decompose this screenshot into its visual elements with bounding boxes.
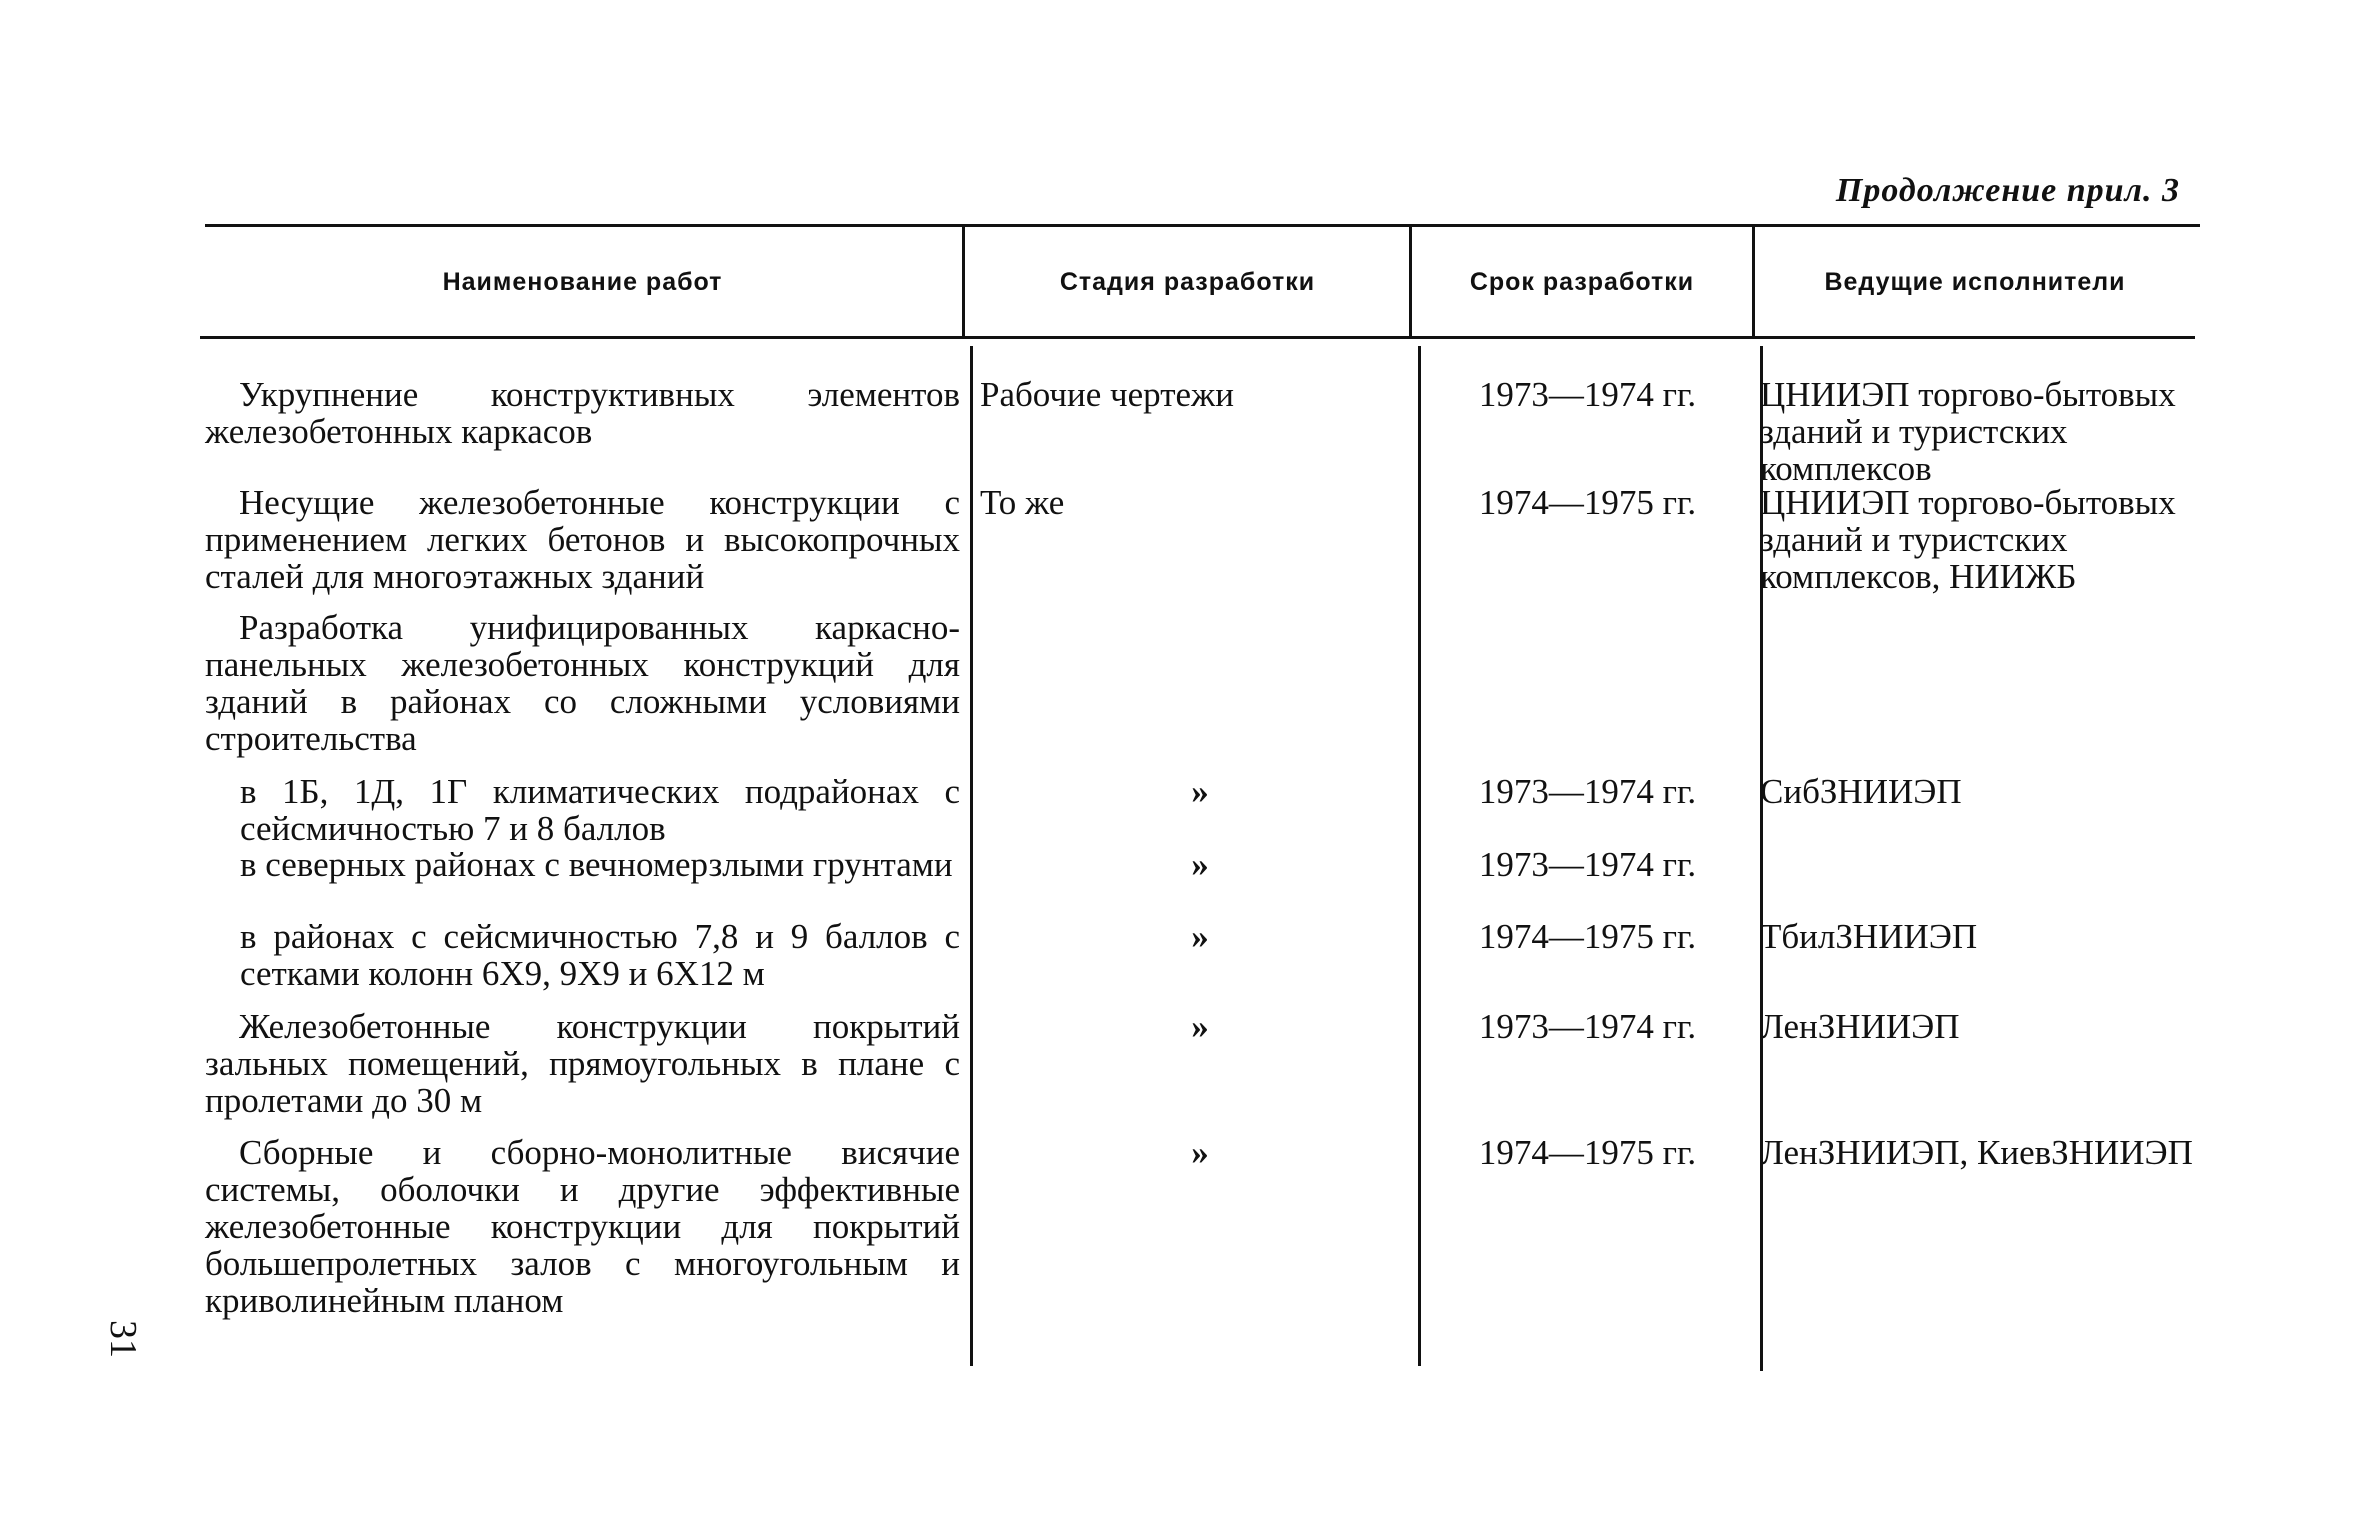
page-number: 31 bbox=[102, 1320, 144, 1358]
table-row-2-term: 1974—1975 гг. bbox=[1478, 483, 1697, 522]
table-row-8-term: 1974—1975 гг. bbox=[1478, 1133, 1697, 1172]
column-header-stage: Стадия разработки bbox=[1059, 268, 1316, 296]
continuation-label: Продолжение прил. 3 bbox=[1835, 172, 2180, 209]
table-row-5-name: в северных районах с вечномерзлыми грунтами bbox=[240, 845, 953, 884]
table-row-1-name: Укрупнение конструктивных элементов железобетонных каркасов bbox=[205, 375, 960, 451]
table-row-5-stage: » bbox=[1191, 845, 1209, 884]
table-row-8-name: Сборные и сборно-монолитные висячие системы, оболочки и другие эффективные железобетонные конструкции для покрытий большепролетных залов с многоугольным и криволинейным планом bbox=[205, 1133, 960, 1320]
table-row-4-lead: СибЗНИИЭП bbox=[1760, 772, 1962, 811]
table-row-7-name: Железобетонные конструкции покрытий зальных помещений, прямоугольных в плане с пролетами до 30 м bbox=[205, 1007, 960, 1120]
table-row-7-lead: ЛенЗНИИЭП bbox=[1760, 1007, 1960, 1046]
table-row-2-lead: ЦНИИЭП торгово-бытовых зданий и туристских комплексов, НИИЖБ bbox=[1760, 483, 2176, 596]
table-row-1-term: 1973—1974 гг. bbox=[1478, 375, 1697, 414]
table-row-3-name: Разработка унифицированных каркасно-панельных железобетонных конструкций для зданий в районах со сложными условиями строительства bbox=[205, 608, 960, 758]
column-divider-1 bbox=[970, 346, 973, 1366]
table-row-6-term: 1974—1975 гг. bbox=[1478, 917, 1697, 956]
column-header-name: Наименование работ bbox=[442, 268, 723, 296]
column-header-term: Срок разработки bbox=[1469, 268, 1695, 296]
table-row-8-stage: » bbox=[1191, 1133, 1209, 1172]
table-row-7-term: 1973—1974 гг. bbox=[1478, 1007, 1697, 1046]
table-row-4-term: 1973—1974 гг. bbox=[1478, 772, 1697, 811]
table-row-1-stage: Рабочие чертежи bbox=[980, 375, 1234, 414]
table-row-8-lead: ЛенЗНИИЭП, КиевЗНИИЭП bbox=[1760, 1133, 2193, 1172]
table-row-7-stage: » bbox=[1191, 1007, 1209, 1046]
column-header-lead: Ведущие исполнители bbox=[1824, 268, 2126, 296]
table-row-2-stage: То же bbox=[980, 483, 1065, 522]
table-header-bottom-rule bbox=[200, 336, 2195, 339]
table-row-6-lead: ТбилЗНИИЭП bbox=[1760, 917, 1978, 956]
table-top-rule bbox=[205, 224, 2200, 227]
table-row-1-lead: ЦНИИЭП торгово-бытовых зданий и туристских комплексов bbox=[1760, 375, 2176, 488]
table-row-6-name: в районах с сейсмичностью 7,8 и 9 баллов с сетками колонн 6X9, 9X9 и 6X12 м bbox=[240, 917, 960, 993]
table-row-5-term: 1973—1974 гг. bbox=[1478, 845, 1697, 884]
table-row-6-stage: » bbox=[1191, 917, 1209, 956]
table-row-2-name: Несущие железобетонные конструкции с применением легких бетонов и высокопрочных сталей для многоэтажных зданий bbox=[205, 483, 960, 596]
table-row-4-name: в 1Б, 1Д, 1Г климатических подрайонах с сейсмичностью 7 и 8 баллов bbox=[240, 772, 960, 848]
table-row-4-stage: » bbox=[1191, 772, 1209, 811]
